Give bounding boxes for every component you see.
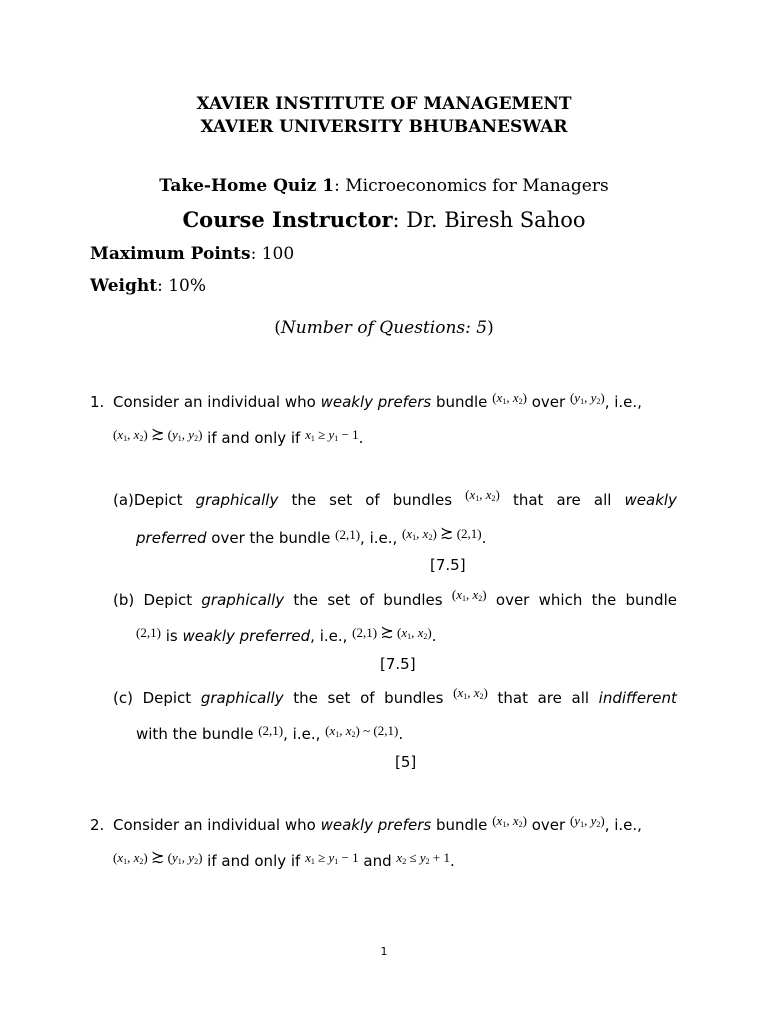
- question-2-number: 2.: [90, 816, 105, 834]
- part-b-em: weakly preferred: [182, 627, 311, 645]
- instructor-label: Course Instructor: [182, 207, 393, 232]
- num-open: (: [274, 318, 281, 338]
- part-a-word-em: graphically: [195, 491, 279, 509]
- math-preference-relation: ($x_1$, $x_2$) ≿ (2,1): [402, 525, 482, 542]
- part-c-text: with the bundle: [136, 725, 259, 743]
- part-c-text: .: [398, 725, 404, 743]
- part-c-line-1: [113, 685, 677, 707]
- part-b-word: bundles: [383, 591, 443, 609]
- q1-text-2: bundle: [431, 393, 493, 411]
- q1-text-5: if and only if: [202, 429, 306, 447]
- part-b-word: over: [495, 591, 530, 609]
- part-b-word: set: [327, 591, 351, 609]
- q2-text-2: bundle: [431, 816, 493, 834]
- part-c-text: , i.e.,: [283, 725, 326, 743]
- part-b-word-em: graphically: [201, 591, 285, 609]
- q2-text-3: over: [526, 816, 570, 834]
- q2-text-6: and: [358, 852, 397, 870]
- num-close: ): [487, 318, 494, 338]
- math-bundle-2-1: (2,1): [335, 527, 361, 542]
- university-name: XAVIER UNIVERSITY BHUBANESWAR: [200, 117, 568, 137]
- weight-label: Weight: [90, 276, 158, 296]
- q1-text-em: weakly prefers: [320, 393, 432, 411]
- page-number: 1: [380, 945, 388, 958]
- max-points-value: : 100: [250, 244, 295, 264]
- math-condition-2: $x_2 \le y_2 + 1$: [396, 850, 450, 866]
- math-bundle-x: ($x_1$, $x_2$): [453, 685, 488, 701]
- part-c-word: all: [571, 689, 590, 707]
- part-b-text: is: [160, 627, 183, 645]
- weight-value: : 10%: [157, 276, 207, 296]
- math-condition: $x_1 \ge y_1 - 1$: [305, 427, 359, 443]
- instructor-value: : Dr. Biresh Sahoo: [392, 208, 586, 232]
- part-b-line-2: [136, 626, 437, 646]
- part-b-word: the: [293, 591, 319, 609]
- math-indifference-relation: ($x_1$, $x_2$) ~ (2,1): [325, 723, 399, 739]
- part-b-label: (b): [113, 591, 135, 609]
- num-questions-text: Number of Questions: 5: [280, 318, 488, 338]
- part-a-first: [113, 491, 183, 509]
- math-preference-relation: ($x_1$, $x_2$) ≿ ($y_1$, $y_2$): [113, 426, 203, 443]
- part-c-word: of: [360, 689, 375, 707]
- part-c-word-em: graphically: [200, 689, 284, 707]
- part-a-word: Depict: [133, 491, 183, 509]
- course-instructor: [0, 207, 768, 232]
- q2-text-4: , i.e.,: [604, 816, 642, 834]
- part-b-word: the: [591, 591, 617, 609]
- part-a-word: of: [365, 491, 380, 509]
- math-bundle-x: ($x_1$, $x_2$): [465, 487, 500, 503]
- part-a-text: , i.e.,: [360, 529, 403, 547]
- q1-text-1: Consider an individual who: [113, 393, 321, 411]
- weight: [90, 276, 206, 296]
- math-bundle-x: ($x_1$, $x_2$): [492, 813, 527, 829]
- part-c-line-2: [136, 725, 403, 743]
- question-2-line-1: [113, 813, 642, 834]
- part-a-line-1: [113, 487, 677, 509]
- institute-name: XAVIER INSTITUTE OF MANAGEMENT: [196, 94, 572, 114]
- q2-text-7: .: [449, 852, 455, 870]
- part-a-word: set: [329, 491, 353, 509]
- part-b-text: , i.e.,: [310, 627, 353, 645]
- q1-text-6: .: [358, 429, 364, 447]
- maximum-points: [90, 244, 294, 264]
- question-1-number: 1.: [90, 393, 105, 411]
- math-bundle-x: ($x_1$, $x_2$): [451, 587, 487, 603]
- part-a-line-2: [136, 525, 487, 548]
- quiz-title-bold: Take-Home Quiz 1: [159, 176, 335, 196]
- part-b-line-1: [113, 587, 677, 609]
- part-a-text: .: [481, 529, 487, 547]
- math-bundle-y: ($y_1$, $y_2$): [569, 813, 605, 829]
- q2-text-em: weakly prefers: [320, 816, 432, 834]
- part-a-word: are: [556, 491, 581, 509]
- part-b-text: .: [431, 627, 437, 645]
- math-condition-1: $x_1 \ge y_1 - 1$: [305, 850, 359, 866]
- math-bundle-2-1: (2,1): [136, 625, 161, 640]
- q1-text-3: over: [526, 393, 570, 411]
- math-preference-relation: ($x_1$, $x_2$) ≿ ($y_1$, $y_2$): [113, 849, 203, 866]
- part-a-word: all: [593, 491, 612, 509]
- max-points-label: Maximum Points: [90, 244, 251, 264]
- part-c-label: (c): [113, 689, 133, 707]
- part-b-word: of: [359, 591, 375, 609]
- part-b-word: bundle: [625, 591, 677, 609]
- part-a-label: (a): [113, 491, 134, 509]
- math-preference-relation: (2,1) ≿ ($x_1$, $x_2$): [352, 624, 432, 641]
- part-a-em: preferred: [136, 529, 207, 547]
- part-a-word: the: [291, 491, 317, 509]
- question-2-line-2: [113, 851, 455, 871]
- part-b-word: Depict: [143, 591, 193, 609]
- q2-text-5: if and only if: [202, 852, 306, 870]
- q2-text-1: Consider an individual who: [113, 816, 321, 834]
- part-c-word: that: [497, 689, 528, 707]
- part-b-word: which: [538, 591, 583, 609]
- part-a-word: bundles: [392, 491, 453, 509]
- part-a-points: [7.5]: [430, 556, 466, 574]
- part-c-word-em: indifferent: [598, 689, 677, 707]
- part-a-word-em: weakly: [624, 491, 677, 509]
- quiz-title-rest: : Microeconomics for Managers: [334, 176, 609, 196]
- part-a-word: that: [512, 491, 544, 509]
- part-c-word: set: [327, 689, 351, 707]
- part-c-word: the: [293, 689, 318, 707]
- math-bundle-y: ($y_1$, $y_2$): [569, 390, 605, 406]
- q1-text-4: , i.e.,: [604, 393, 642, 411]
- number-of-questions: [0, 318, 768, 338]
- part-c-points: [5]: [395, 753, 417, 771]
- part-b-points: [7.5]: [380, 655, 416, 673]
- question-1-line-1: [113, 390, 642, 411]
- part-c-word: are: [537, 689, 562, 707]
- question-1-line-2: [113, 428, 363, 448]
- quiz-title: [0, 176, 768, 196]
- part-c-word: Depict: [142, 689, 192, 707]
- part-a-text: over the bundle: [206, 529, 336, 547]
- math-bundle-2-1: (2,1): [258, 723, 284, 738]
- part-c-word: bundles: [384, 689, 444, 707]
- math-bundle-x: ($x_1$, $x_2$): [492, 390, 527, 406]
